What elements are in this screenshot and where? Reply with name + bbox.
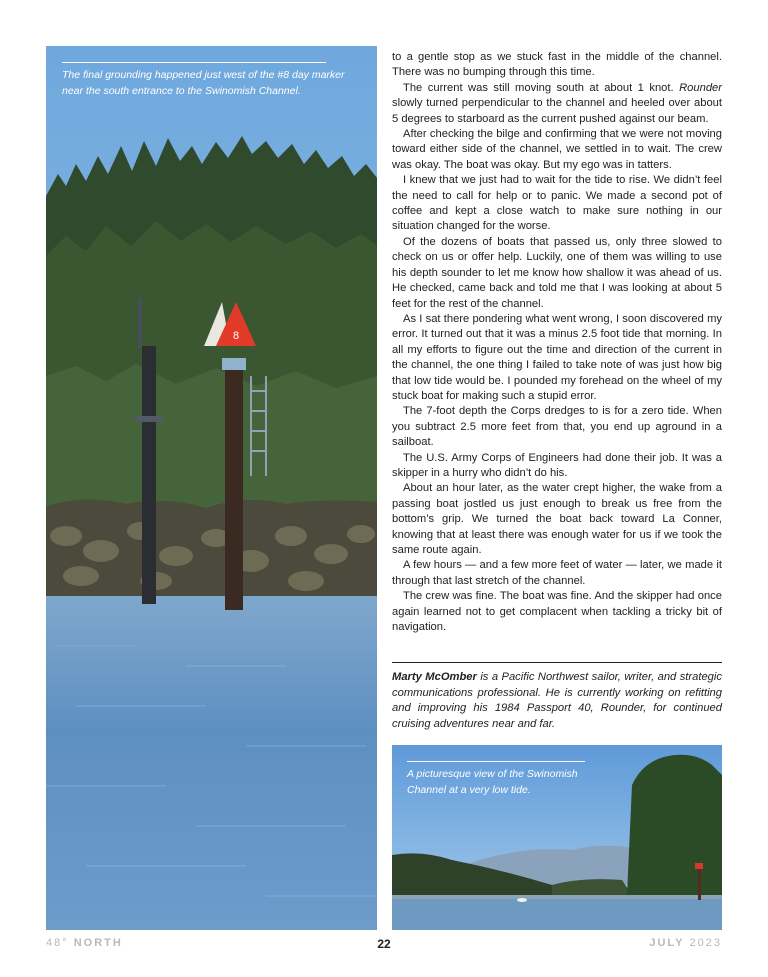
issue-month: JULY	[649, 937, 685, 949]
footer-issue-date	[649, 937, 722, 949]
grounding-photo-art	[46, 46, 377, 930]
paragraph-text: slowly turned perpendicular to the channel and heeled over about 5 degrees to starboard as the current pushed against our beam.	[392, 97, 722, 125]
channel-photo	[392, 745, 722, 930]
boat-name: Rounder	[679, 81, 722, 94]
page-number: 22	[377, 937, 391, 951]
left-caption-text: The final grounding happened just west of the #8 day marker near the south entrance to the Swinomish Channel.	[62, 69, 345, 97]
paragraph: As I sat there pondering what went wrong, I soon discovered my error. It turned out that it was a minus 2.5 foot tide that morning. In all my efforts to figure out the time and direction of the current in the channel, the one thing I failed to take note of was just how big that low tide would be. I pounded my forehead on the wheel of my stuck boat for making such a stupid error.	[392, 312, 722, 402]
right-photo-caption	[407, 761, 607, 798]
article-body	[392, 50, 722, 635]
magazine-word: NORTH	[73, 937, 123, 949]
paragraph: The U.S. Army Corps of Engineers had done their job. It was a skipper in a hurry who didn’t do his.	[392, 451, 722, 479]
paragraph: After checking the bilge and confirming that we were not moving toward either side of the channel, we settled in to wait. The crew was okay. The boat was okay. But my ego was in tatters.	[392, 128, 722, 171]
paragraph	[392, 81, 722, 127]
author-name: Marty McOmber	[392, 671, 477, 683]
paragraph: The crew was fine. The boat was fine. And the skipper had once again learned not to get complacent when tackling a tricky bit of navigation.	[392, 590, 722, 634]
paragraph: A few hours — and a few more feet of water — later, we made it through that last stretch of the channel.	[392, 559, 722, 587]
bio-divider	[392, 662, 722, 663]
caption-rule	[407, 761, 585, 762]
paragraph: The 7-foot depth the Corps dredges to is for a zero tide. When you subtract 2.5 more feet from that, you end up aground in a sailboat.	[392, 405, 722, 449]
paragraph: Of the dozens of boats that passed us, only three slowed to check on us or offer help. Luckily, one of them was willing to use his depth sounder to let me know how shallow it was ahead of us. He checked, came back and told me that I was looking at about 5 feet for the rest of the channel.	[392, 235, 722, 310]
caption-rule	[62, 62, 326, 63]
author-bio-text: is a Pacific Northwest sailor, writer, and strategic communications professional. He is currently working on refitting and improving his 1984 Passport 40, Rounder, for continued cruising adventures near and far.	[392, 671, 722, 730]
grounding-photo	[46, 46, 377, 930]
left-photo-caption	[62, 62, 362, 99]
right-caption-text: A picturesque view of the Swinomish Channel at a very low tide.	[407, 768, 578, 796]
author-bio	[392, 670, 722, 732]
issue-year: 2023	[689, 937, 722, 949]
day-marker-number: 8	[232, 330, 240, 342]
paragraph-text: The current was still moving south at about 1 knot.	[403, 81, 680, 94]
paragraph: to a gentle stop as we stuck fast in the middle of the channel. There was no bumping through this time.	[392, 51, 722, 79]
paragraph: About an hour later, as the water crept higher, the wake from a passing boat jostled us just enough to break us free from the bottom’s grip. We turned the boat back toward La Conner, knowing that at least there was enough water for us if we took the same route again.	[392, 482, 722, 556]
paragraph: I knew that we just had to wait for the tide to rise. We didn’t feel the need to call for help or to panic. We made a second pot of coffee and kept a close watch to make sure nothing in our situation changed for the worse.	[392, 174, 722, 233]
magazine-number: 48°	[46, 937, 69, 949]
